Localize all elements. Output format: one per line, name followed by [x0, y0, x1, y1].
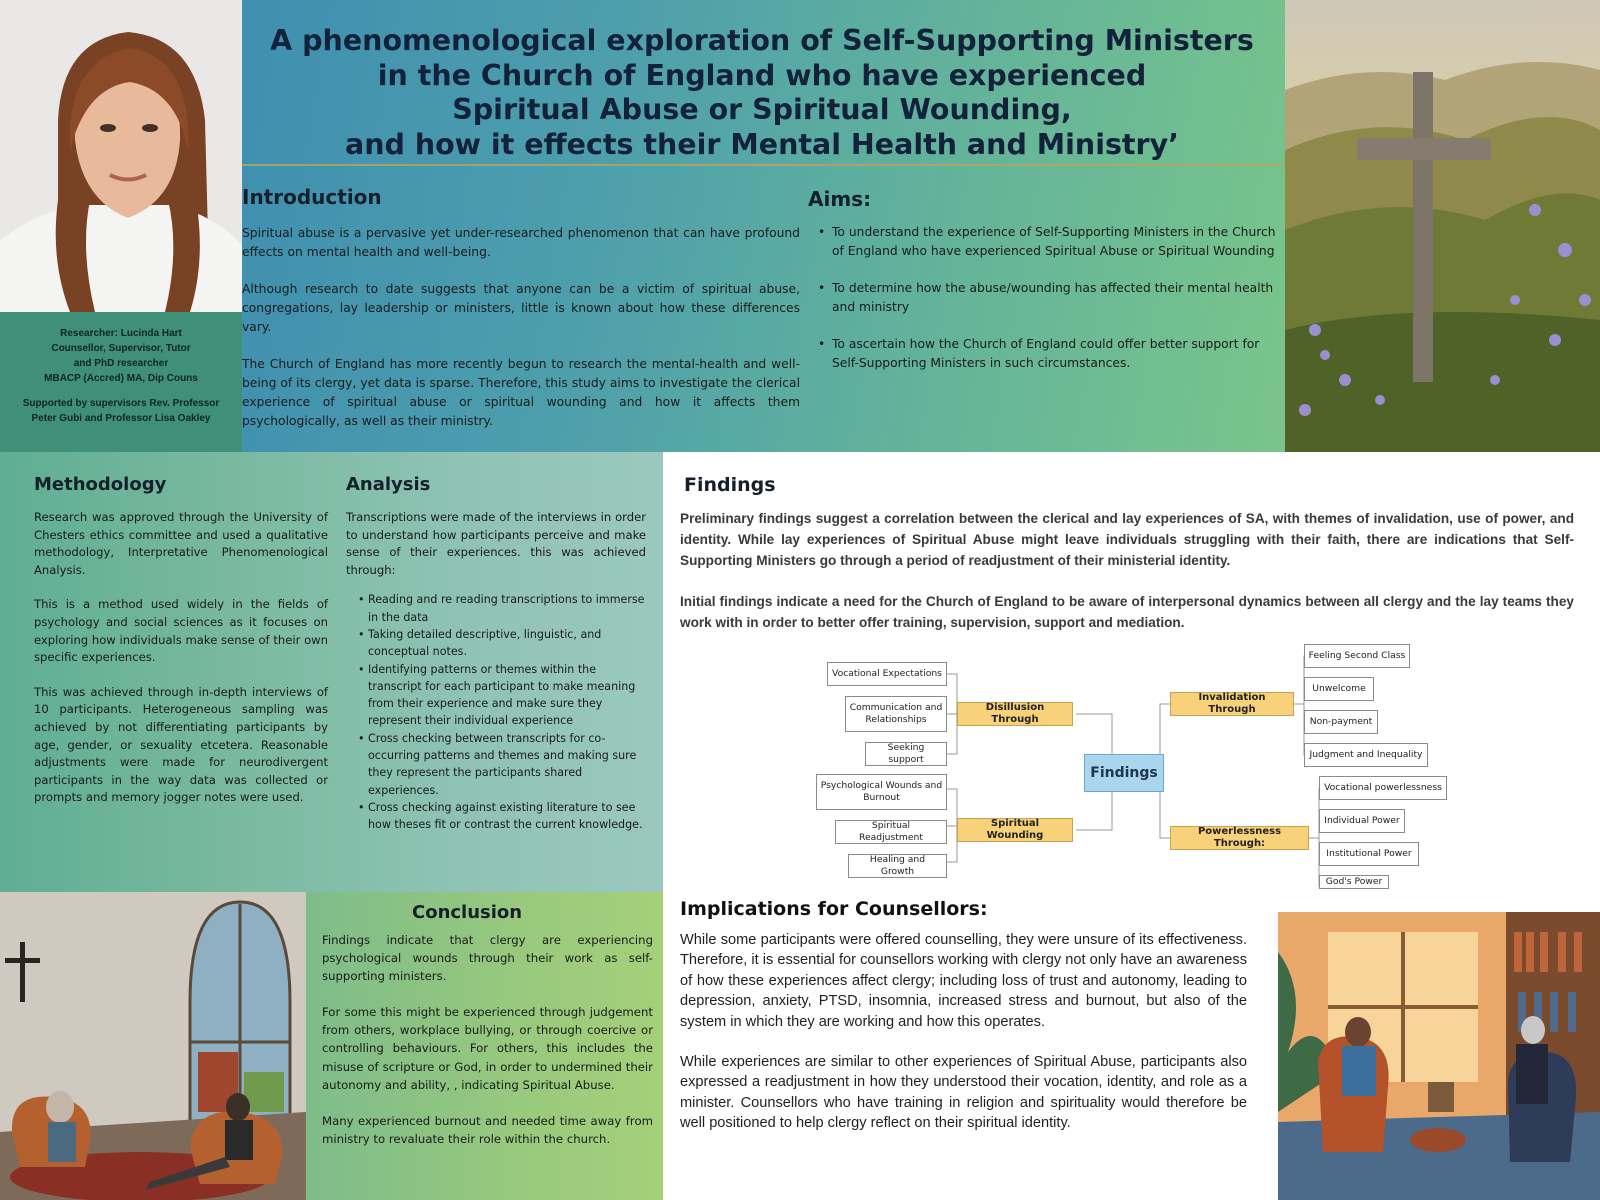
diagram-node: Psychological Wounds and Burnout — [816, 774, 947, 810]
title-line-1: A phenomenological exploration of Self-Supporting Ministers — [270, 24, 1254, 57]
title-line-2: in the Church of England who have experienced — [377, 58, 1147, 92]
implications-heading: Implications for Counsellors: — [680, 898, 988, 920]
analysis-item: • Identifying patterns or themes within the transcript for each participant to make meaning from their experience and make sure they represent their individual experience — [358, 661, 646, 730]
introduction-paragraph: The Church of England has more recently begun to research the mental-health and well-being of its clergy, yet data is sparse. Therefore, this study aims to investigate the clerical experience of spiritual abuse or spiritual wounding and how it affects them psychologically, as well as their ministry. — [242, 357, 800, 428]
church-counselling-photo — [0, 892, 306, 1200]
analysis-list — [346, 591, 646, 833]
methodology-paragraph: This is a method used widely in the fields of psychology and social sciences as it focuses on exploring how individuals make sense of their own specific experiences. — [34, 597, 328, 665]
conclusion-paragraph: For some this might be experienced through judgement from others, workplace bullying, or through coercive or controlling behaviours. For others, this includes the misuse of scripture or God, in order to undermined their autonomy and ability, , indicating Spiritual Abuse. — [322, 1005, 653, 1092]
title-divider — [242, 164, 1285, 166]
diagram-node: Unwelcome — [1304, 677, 1374, 701]
title-line-3: Spiritual Abuse or Spiritual Wounding, — [452, 93, 1072, 126]
researcher-photo — [0, 0, 242, 312]
analysis-item: • Cross checking against existing literature to see how theses fit or contrast the current knowledge. — [358, 799, 646, 834]
findings-diagram — [800, 640, 1460, 890]
researcher-role: Counsellor, Supervisor, Tutor — [51, 343, 191, 354]
findings-paragraph: Initial findings indicate a need for the Church of England to be aware of interpersonal dynamics between all clergy and the lay teams they work with in order to better offer training, supervision, support and mediation. — [680, 594, 1574, 630]
analysis-item: • Cross checking between transcripts for co-occurring patterns and themes and making sure they represent the participants shared experiences. — [358, 730, 646, 799]
aims-item: • To determine how the abuse/wounding has affected their mental health and ministry — [818, 279, 1276, 317]
analysis-intro: Transcriptions were made of the interviews in order to understand how participants perceive and make sense of their experiences. this was achieved through: — [346, 510, 646, 577]
diagram-node: Seeking support — [865, 742, 947, 766]
cross-landscape-photo — [1285, 0, 1600, 452]
analysis-item: • Taking detailed descriptive, linguistic, and conceptual notes. — [358, 626, 646, 661]
implications-paragraph: While experiences are similar to other experiences of Spiritual Abuse, participants also expressed a readjustment in how they understood their vocation, identity, and role as a minister. Counsellors who have training in religion and spirituality would therefore be well positioned to help clergy reflect on their spiritual identity. — [680, 1054, 1247, 1132]
findings-paragraph: Preliminary findings suggest a correlation between the clerical and lay experiences of SA, with themes of invalidation, use of power, and identity. While lay experiences of Spiritual Abuse might leave individuals struggling with their faith, there are indications that Self-Supporting Ministers go through a period of readjustment of their ministerial identity. — [680, 511, 1574, 568]
diagram-theme-node: Invalidation Through — [1170, 692, 1294, 716]
researcher-role-2: and PhD researcher — [73, 358, 169, 369]
diagram-node: Vocational powerlessness — [1319, 776, 1447, 800]
counselling-session-illustration — [1278, 912, 1600, 1200]
introduction-paragraph: Spiritual abuse is a pervasive yet under-researched phenomenon that can have profound effects on mental health and well-being. — [242, 226, 800, 259]
diagram-node: Institutional Power — [1319, 842, 1419, 866]
researcher-name: Researcher: Lucinda Hart — [60, 328, 182, 339]
methodology-heading: Methodology — [34, 474, 167, 495]
supervisors-line-1: Supported by supervisors Rev. Professor — [22, 398, 220, 409]
aims-list — [818, 223, 1276, 391]
diagram-node: Individual Power — [1319, 809, 1405, 833]
introduction-heading: Introduction — [242, 185, 382, 209]
researcher-qualifications: MBACP (Accred) MA, Dip Couns — [44, 373, 198, 384]
aims-item: • To ascertain how the Church of England could offer better support for Self-Supporting Ministers in such circumstances. — [818, 335, 1276, 373]
aims-item: • To understand the experience of Self-Supporting Ministers in the Church of England who have experienced Spiritual Abuse or Spiritual Wounding — [818, 223, 1276, 261]
diagram-node: Communication and Relationships — [845, 696, 947, 732]
title-line-4: and how it effects their Mental Health and Ministry’ — [344, 127, 1180, 161]
researcher-credits — [0, 312, 242, 452]
implications-text — [680, 930, 1247, 1154]
diagram-node: Judgment and Inequality — [1304, 743, 1428, 767]
findings-heading: Findings — [684, 474, 776, 496]
conclusion-paragraph: Many experienced burnout and needed time away from ministry to revaluate their role within the church. — [322, 1113, 653, 1146]
methodology-text — [34, 509, 328, 824]
conclusion-text — [322, 931, 653, 1166]
poster-title — [252, 24, 1272, 162]
diagram-theme-node: Powerlessness Through: — [1170, 826, 1309, 850]
conclusion-heading: Conclusion — [412, 902, 523, 923]
diagram-node: God's Power — [1319, 875, 1389, 889]
aims-heading: Aims: — [808, 187, 872, 211]
supervisors-line-2: Peter Gubi and Professor Lisa Oakley — [31, 413, 211, 424]
implications-paragraph: While some participants were offered counselling, they were unsure of its effectiveness. Therefore, it is essential for counsellors working with clergy not only have an awareness of how these experiences affect clergy; including loss of trust and autonomy, leading to depression, anxiety, PTSD, insomnia, increased stress and burnout, but also of the system in which they are working and how this operates. — [680, 932, 1247, 1030]
diagram-node: Non-payment — [1304, 710, 1378, 734]
analysis-heading: Analysis — [346, 474, 431, 495]
diagram-node: Vocational Expectations — [827, 662, 947, 686]
introduction-paragraph: Although research to date suggests that anyone can be a victim of spiritual abuse, congregations, lay leadership or ministers, little is known about how these differences vary. — [242, 282, 800, 334]
diagram-node: Feeling Second Class — [1304, 644, 1410, 668]
diagram-center-node: Findings — [1084, 754, 1164, 792]
methodology-paragraph: Research was approved through the University of Chesters ethics committee and used a qualitative methodology, Interpretative Phenomenological Analysis. — [34, 510, 328, 577]
conclusion-paragraph: Findings indicate that clergy are experiencing psychological wounds through their work as self-supporting ministers. — [322, 933, 653, 984]
findings-text — [680, 508, 1574, 653]
diagram-node: Healing and Growth — [848, 854, 947, 878]
methodology-paragraph: This was achieved through in-depth interviews of 10 participants. Heterogeneous sampling was achieved by not differentiating participants by age, gender, or sexuality etcetera. Reasonable adjustments were made for neurodivergent participants in the way data was collected or prompts and memory jogger notes were used. — [34, 684, 328, 805]
diagram-node: Spiritual Readjustment — [835, 820, 947, 844]
introduction-text — [242, 224, 800, 449]
analysis-item: • Reading and re reading transcriptions to immerse in the data — [358, 591, 646, 626]
diagram-theme-node: Spiritual Wounding — [957, 818, 1073, 842]
analysis-text — [346, 509, 646, 834]
diagram-theme-node: Disillusion Through — [957, 702, 1073, 726]
